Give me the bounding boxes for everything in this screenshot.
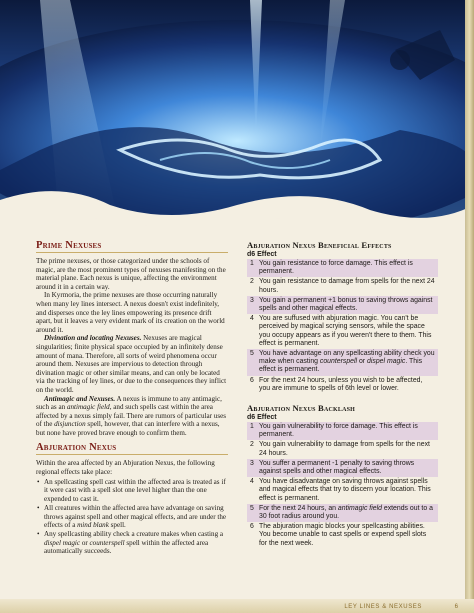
table-row: 5 You have advantage on any spellcasting ability check you make when casting counterspell or dispel magic. This effect is permanent. <box>247 349 438 376</box>
section-title-prime-nexuses: Prime Nexuses <box>36 240 102 251</box>
beneficial-table <box>247 259 438 394</box>
paragraph-lead: Divination and locating Nexuses. <box>44 334 142 343</box>
paragraph: Divination and locating Nexuses. Nexuses are magical singularities; finite physical space occupied by an infinitely dense amount of mana. Therefore, all sorts of weird phenomena occur around them. Nexuses are impervious to detection through divination magic or other similar means, and can only be located via the tracking of ley lines, or due to the consequences they inflict on the world. <box>36 334 227 394</box>
table-header: d6 Effect <box>247 251 277 258</box>
right-column <box>247 240 438 549</box>
effects-list <box>36 478 228 556</box>
table-title-beneficial: Abjuration Nexus Beneficial Effects <box>247 240 392 250</box>
section-title-abjuration-nexus: Abjuration Nexus <box>36 442 117 454</box>
table-header: d6 Effect <box>247 414 277 422</box>
table-row: 6 The abjuration magic blocks your spellcasting abilities. You become unable to cast spells or expend spell slots for the next week. <box>250 523 427 547</box>
table-row: 3 You gain a permanent +1 bonus to saving throws against spells and other magical effects. <box>247 296 438 314</box>
table-row: 2 You gain vulnerability to damage from spells for the next 24 hours. <box>250 441 430 457</box>
title-rule <box>36 252 228 253</box>
title-rule <box>36 454 228 455</box>
backlash-table <box>247 422 438 549</box>
table-row: 2 You gain resistance to damage from spells for the next 24 hours. <box>250 278 435 294</box>
page-edge-ornament <box>465 0 474 613</box>
footer-text: LEY LINES & NEXUSES <box>344 604 422 610</box>
left-column <box>36 240 228 557</box>
paragraph-lead: Antimagic and Nexuses. <box>44 394 116 403</box>
paragraph: Within the area affected by an Abjuration Nexus, the following regional effects take place: <box>36 459 215 477</box>
table-row: 1 You gain resistance to force damage. This effect is permanent. <box>247 259 438 277</box>
header-illustration <box>0 0 474 232</box>
table-title-backlash: Abjuration Nexus Backlash <box>247 403 356 414</box>
blue-nexus-art-icon <box>0 0 474 232</box>
paragraph: Antimagic and Nexuses. A nexus is immune to any antimagic, such as an antimagic field, and such spells cast within the area affected by a nexus simply fail. There are rumors of particular uses of the disjunction spell, however, that can interfere with a nexus, but none have proved brave enough to confirm them. <box>36 394 227 437</box>
table-row: 3 You suffer a permanent -1 penalty to saving throws against spells and other magical effects. <box>247 459 438 477</box>
page-number: 6 <box>454 604 458 610</box>
paragraph: The prime nexuses, or those categorized under the schools of magic, are the most prominent types of nexuses manifesting on the material plane. Each nexus is unique, affecting the environment around it in a certain way. <box>36 257 226 291</box>
table-row: 1 You gain vulnerability to force damage. This effect is permanent. <box>247 422 438 440</box>
table-row: 4 You have disadvantage on saving throws against spells and magical effects that try to discern your location. This effect is permanent. <box>250 478 431 502</box>
list-item: • All creatures within the affected area have advantage on saving throws against spell and other magical effects, and are under the effects of a mind blank spell. <box>44 504 228 530</box>
table-row: 4 You are suffused with abjuration magic. You can't be perceived by magical scrying sensors, while the space you occupy appears as if you weren't there to them. This effect is permanent. <box>250 315 432 347</box>
list-item: • Any spellcasting ability check a creature makes when casting a dispel magic or counterspell spell within the affected area automatically succeeds. <box>44 530 228 556</box>
paragraph: In Kyrmoria, the prime nexuses are those occurring naturally when many ley lines intersect. A nexus doesn't exist indefinitely, and disperses once the ley lines empowering its presence drift apart, but it leaves a very evident mark of its creation on the world around it. <box>36 291 225 334</box>
table-row: 5 For the next 24 hours, an antimagic field extends out to a 30 foot radius around you. <box>247 504 438 522</box>
table-row: 6 For the next 24 hours, unless you wish to be affected, you are immune to spells of 6th level or lower. <box>250 376 423 392</box>
list-item: • An spellcasting spell cast within the affected area is treated as if it were cast with a spell slot one level higher than the one expended to cast it. <box>44 478 228 504</box>
